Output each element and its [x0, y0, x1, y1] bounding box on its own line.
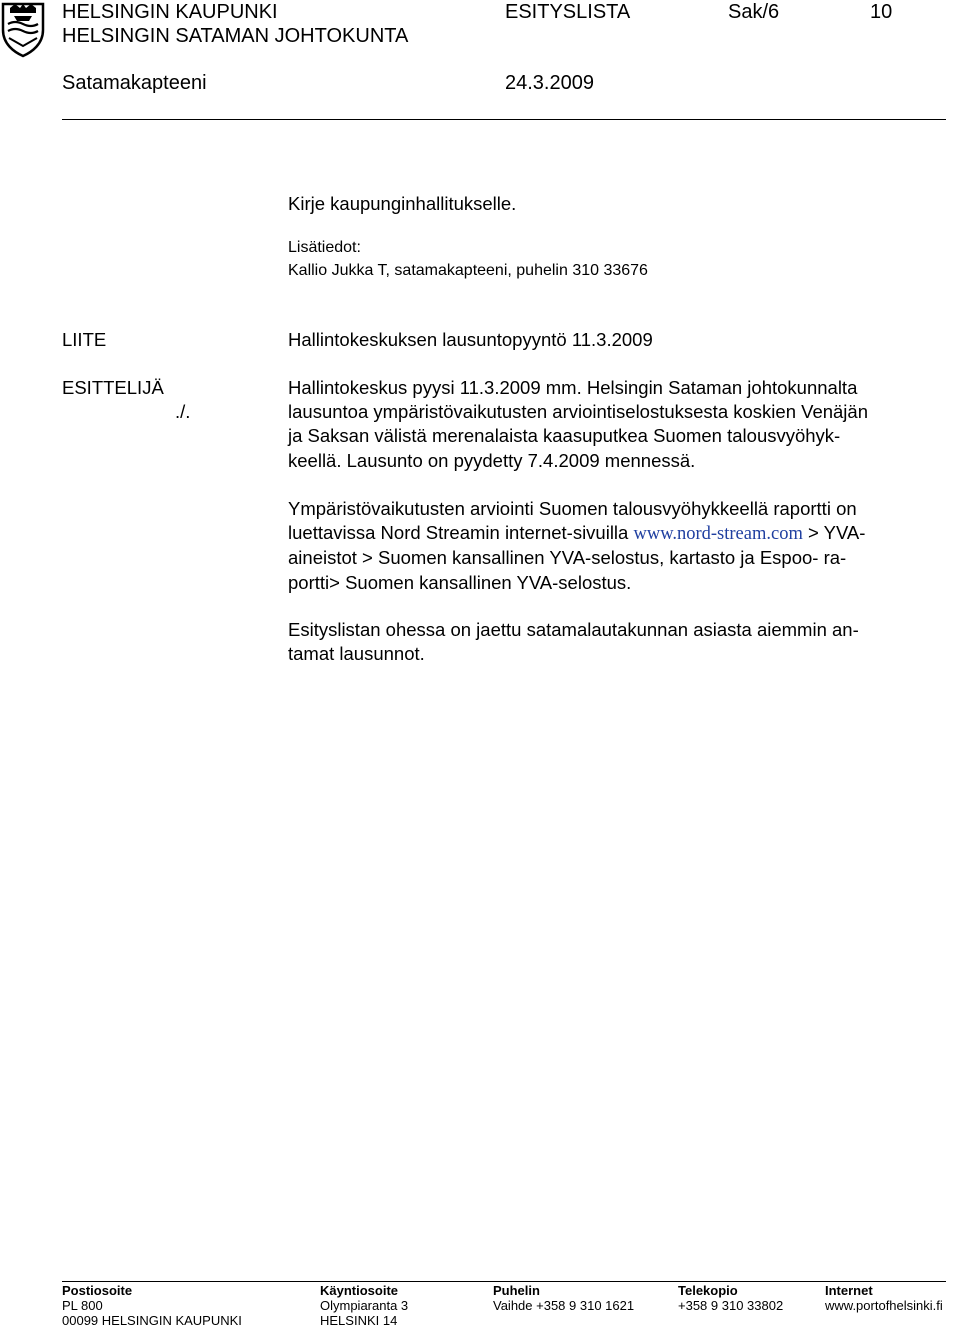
footer-visit — [320, 1283, 408, 1328]
footer-fax — [678, 1283, 783, 1313]
line-text: luettavissa Nord Streamin internet-sivuilla — [288, 522, 634, 544]
footer-phone — [493, 1283, 634, 1313]
footer-fax-label: Telekopio — [678, 1283, 738, 1298]
proposal-paragraph-3 — [288, 618, 948, 666]
section-number: Sak/6 — [728, 1, 780, 23]
paragraph-line: portti> Suomen kansallinen YVA-selostus. — [288, 571, 632, 593]
paragraph-line: Hallintokeskus pyysi 11.3.2009 mm. Helsingin Sataman johtokunnalta — [288, 377, 858, 398]
footer-phone-line1: Vaihde +358 9 310 1621 — [493, 1298, 635, 1313]
footer-postal-line2: 00099 HELSINGIN KAUPUNKI — [62, 1313, 242, 1328]
meeting-date: 24.3.2009 — [505, 72, 594, 94]
attachment-mark: ./. — [175, 401, 191, 422]
org-name-board: HELSINGIN SATAMAN JOHTOKUNTA — [62, 25, 409, 47]
info-label: Lisätiedot: — [288, 239, 361, 256]
page-number: 10 — [870, 1, 893, 23]
line-text: > YVA- — [802, 522, 866, 544]
document-type: ESITYSLISTA — [505, 1, 631, 23]
footer-postal-label: Postiosoite — [62, 1283, 133, 1298]
footer-web — [825, 1283, 943, 1313]
footer-web-label: Internet — [825, 1283, 873, 1298]
org-name-city: HELSINGIN KAUPUNKI — [62, 1, 278, 23]
footer-divider — [62, 1281, 946, 1282]
footer-postal-line1: PL 800 — [62, 1298, 103, 1313]
paragraph-line: Ympäristövaikutusten arviointi Suomen talousvyöhykkeellä raportti on — [288, 498, 857, 519]
nord-stream-link[interactable]: www.nord-stream.com — [633, 524, 803, 545]
helsinki-crest-logo — [0, 0, 46, 58]
paragraph-line: tamat lausunnot. — [288, 643, 425, 665]
footer-visit-line1: Olympiaranta 3 — [320, 1298, 409, 1313]
proposal-paragraph-2 — [288, 497, 948, 595]
footer-web-link[interactable]: www.portofhelsinki.fi — [825, 1298, 943, 1313]
proposal-paragraph-1 — [288, 376, 948, 473]
attachment-label: LIITE — [62, 329, 107, 350]
footer-fax-line1: +358 9 310 33802 — [678, 1298, 784, 1313]
footer-phone-label: Puhelin — [493, 1283, 540, 1298]
paragraph-line: aineistot > Suomen kansallinen YVA-selostus, kartasto ja Espoo- ra- — [288, 547, 847, 569]
paragraph-line: lausuntoa ympäristövaikutusten arviointiselostuksesta koskien Venäjän — [288, 401, 868, 423]
footer-postal — [62, 1283, 242, 1328]
header-divider — [62, 119, 946, 120]
proposal-label: ESITTELIJÄ — [62, 377, 164, 398]
paragraph-line: Esityslistan ohessa on jaettu satamalautakunnan asiasta aiemmin an- — [288, 619, 859, 640]
letter-note: Kirje kaupunginhallitukselle. — [288, 193, 517, 214]
attachment-text: Hallintokeskuksen lausuntopyyntö 11.3.2009 — [288, 329, 653, 350]
presenter-title: Satamakapteeni — [62, 72, 207, 94]
paragraph-line — [288, 521, 948, 546]
footer-visit-label: Käyntiosoite — [320, 1283, 399, 1298]
paragraph-line: keellä. Lausunto on pyydetty 7.4.2009 mennessä. — [288, 449, 696, 471]
info-contact: Kallio Jukka T, satamakapteeni, puhelin 310 33676 — [288, 262, 648, 279]
footer-visit-line2: HELSINKI 14 — [320, 1313, 398, 1328]
paragraph-line: ja Saksan välistä merenalaista kaasuputkea Suomen talousvyöhyk- — [288, 425, 841, 447]
